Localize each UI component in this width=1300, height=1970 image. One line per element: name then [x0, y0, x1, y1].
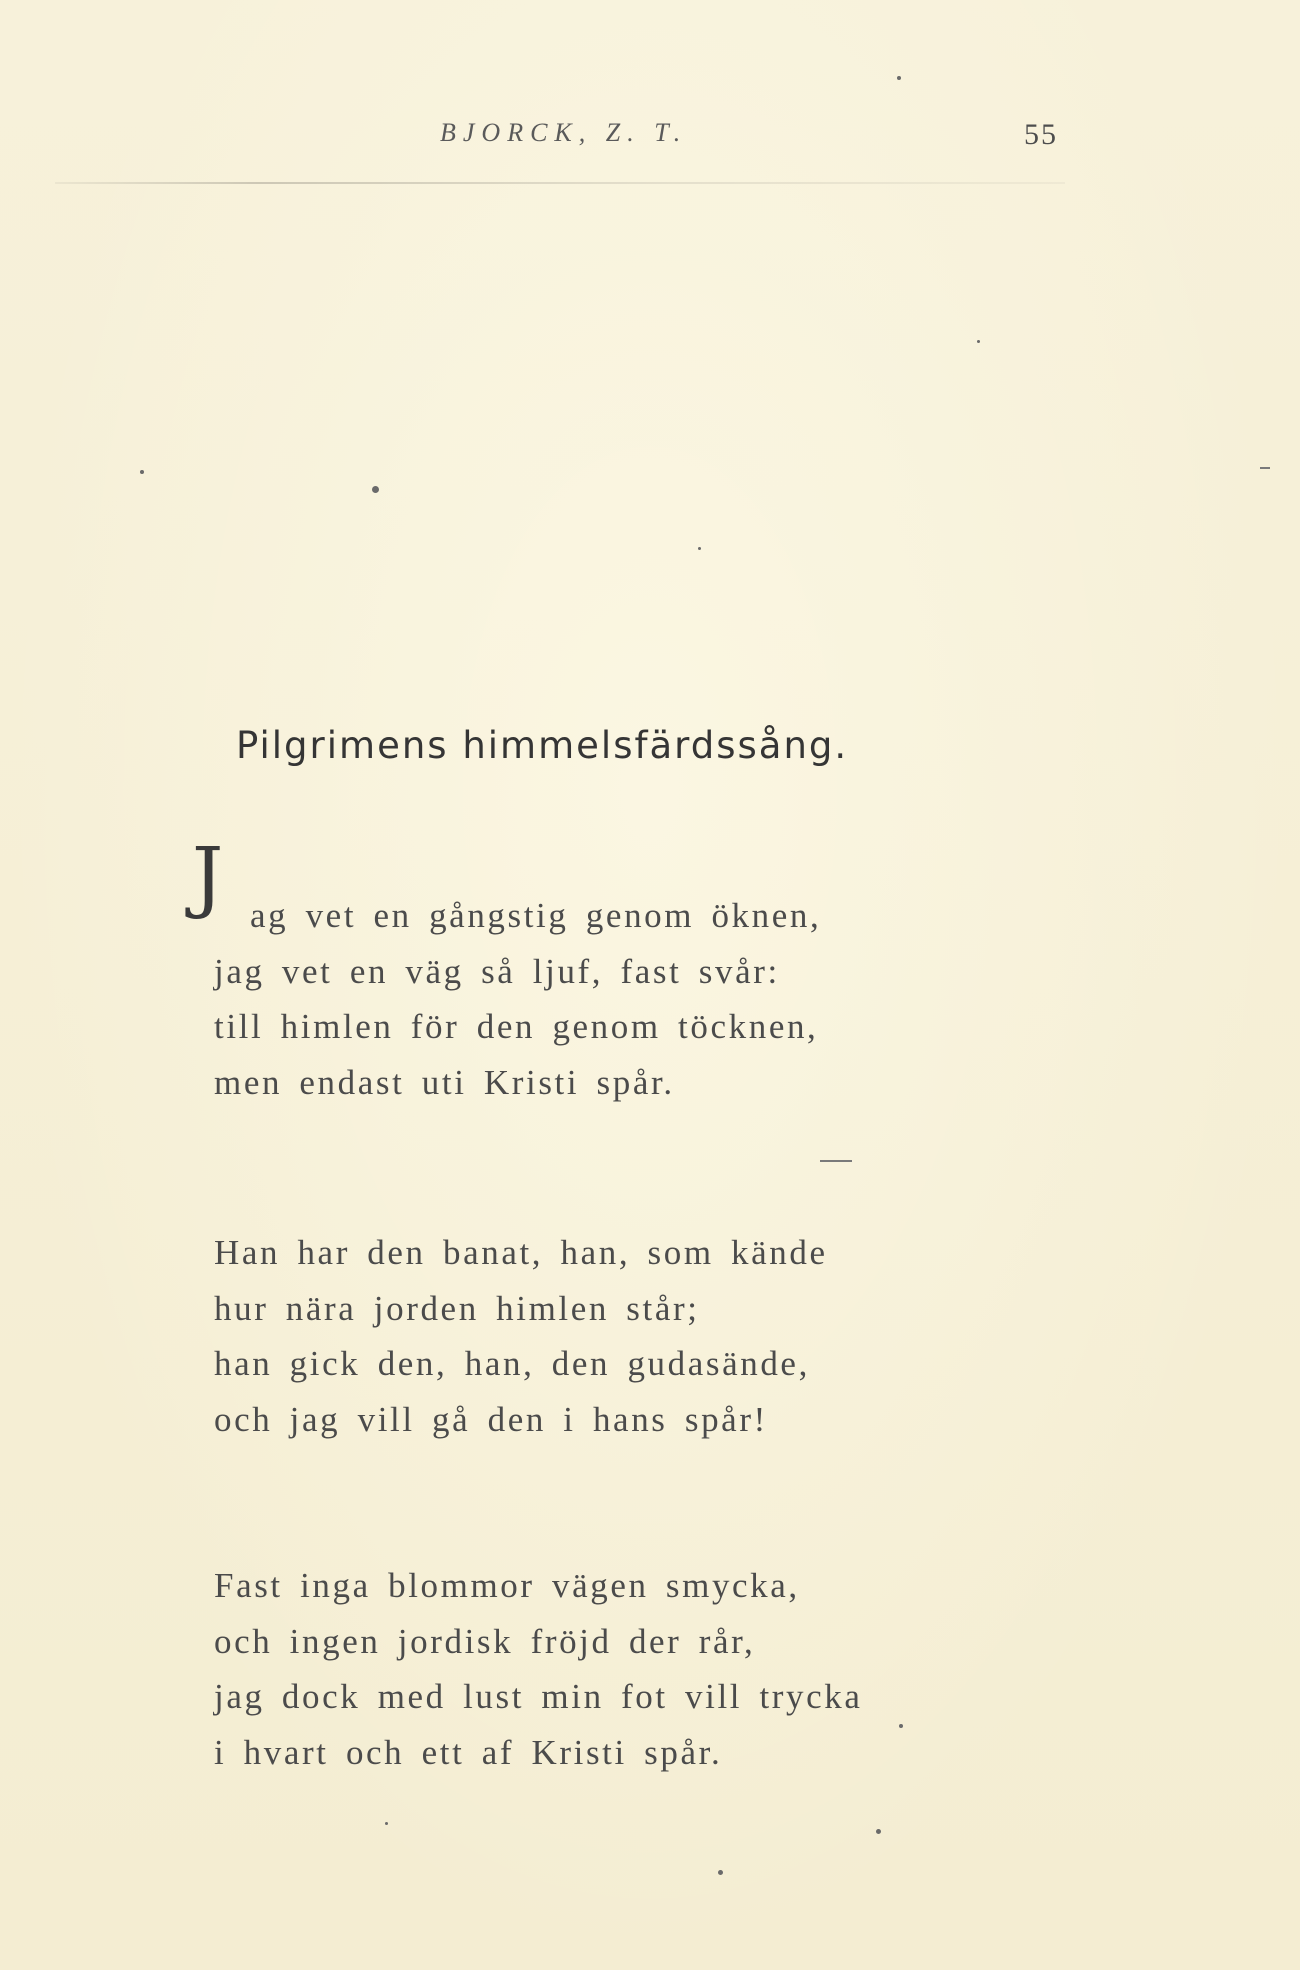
verse-line: ag vet en gångstig genom öknen, — [250, 896, 822, 935]
scan-speck — [372, 486, 379, 493]
verse-line: Han har den banat, han, som kände — [214, 1233, 828, 1272]
verse-line: och jag vill gå den i hans spår! — [214, 1399, 768, 1439]
scan-dash — [820, 1160, 852, 1162]
scan-speck — [140, 470, 144, 474]
running-head: BJORCK, Z. T. — [440, 118, 688, 147]
scan-speck — [977, 340, 980, 343]
stanza-3 — [214, 1558, 863, 1780]
stanza-2 — [214, 1225, 828, 1447]
stanza-1 — [214, 888, 821, 1110]
verse-line: jag dock med lust min fot vill trycka — [214, 1677, 863, 1716]
verse-line: till himlen för den genom töcknen, — [214, 1007, 819, 1046]
verse-line: han gick den, han, den gudasände, — [214, 1344, 810, 1383]
scan-speck — [385, 1822, 388, 1825]
poem-title: Pilgrimens himmelsfärdssång. — [236, 724, 849, 767]
verse-line: hur nära jorden himlen står; — [214, 1288, 700, 1328]
scan-speck — [718, 1870, 723, 1875]
scan-speck — [899, 1724, 903, 1728]
page-number: 55 — [1024, 118, 1058, 151]
drop-cap: J — [192, 832, 224, 922]
header-rule — [55, 182, 1065, 184]
verse-line: jag vet en väg så ljuf, fast svår: — [214, 951, 780, 991]
scan-dash — [1260, 467, 1270, 469]
verse-line: i hvart och ett af Kristi spår. — [214, 1732, 723, 1772]
verse-line: och ingen jordisk fröjd der rår, — [214, 1621, 756, 1661]
verse-line: Fast inga blommor vägen smycka, — [214, 1566, 800, 1605]
scan-speck — [897, 76, 901, 80]
scan-speck — [876, 1829, 881, 1834]
verse-line: men endast uti Kristi spår. — [214, 1062, 675, 1102]
scan-speck — [698, 547, 701, 550]
